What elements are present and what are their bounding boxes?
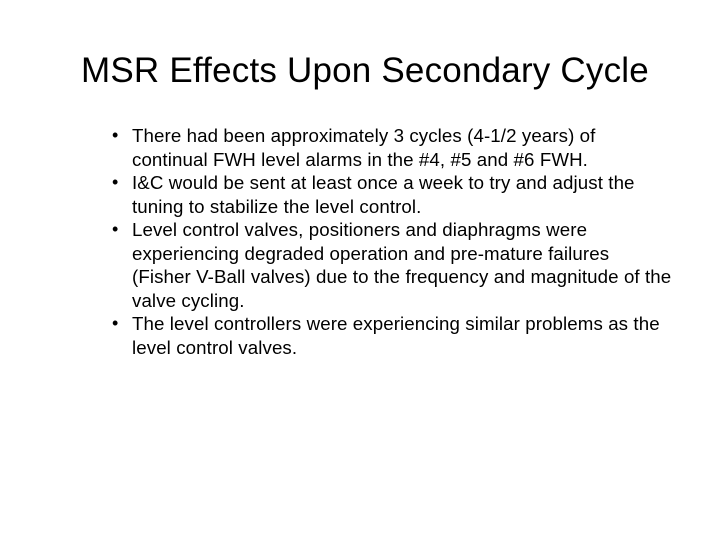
bullet-item [0, 312, 720, 359]
bullet-text: I&C would be sent at least once a week to try and adjust the tuning to stabilize the level control. [132, 172, 635, 217]
bullet-icon: • [112, 313, 119, 333]
bullet-item [0, 218, 720, 312]
bullet-item [0, 171, 720, 218]
bullet-text: Level control valves, positioners and diaphragms were experiencing degraded operation and pre-mature failures (Fisher V-Ball valves) due to the frequency and magnitude of the valve cycling. [132, 219, 672, 311]
bullet-text: The level controllers were experiencing similar problems as the level control valves. [132, 313, 660, 358]
bullet-text: There had been approximately 3 cycles (4-1/2 years) of continual FWH level alarms in the #4, #5 and #6 FWH. [132, 125, 596, 170]
bullet-icon: • [112, 125, 119, 145]
bullet-icon: • [112, 172, 119, 192]
bullet-list [0, 124, 720, 359]
bullet-icon: • [112, 219, 119, 239]
bullet-item [0, 124, 720, 171]
slide-title: MSR Effects Upon Secondary Cycle [81, 51, 649, 90]
